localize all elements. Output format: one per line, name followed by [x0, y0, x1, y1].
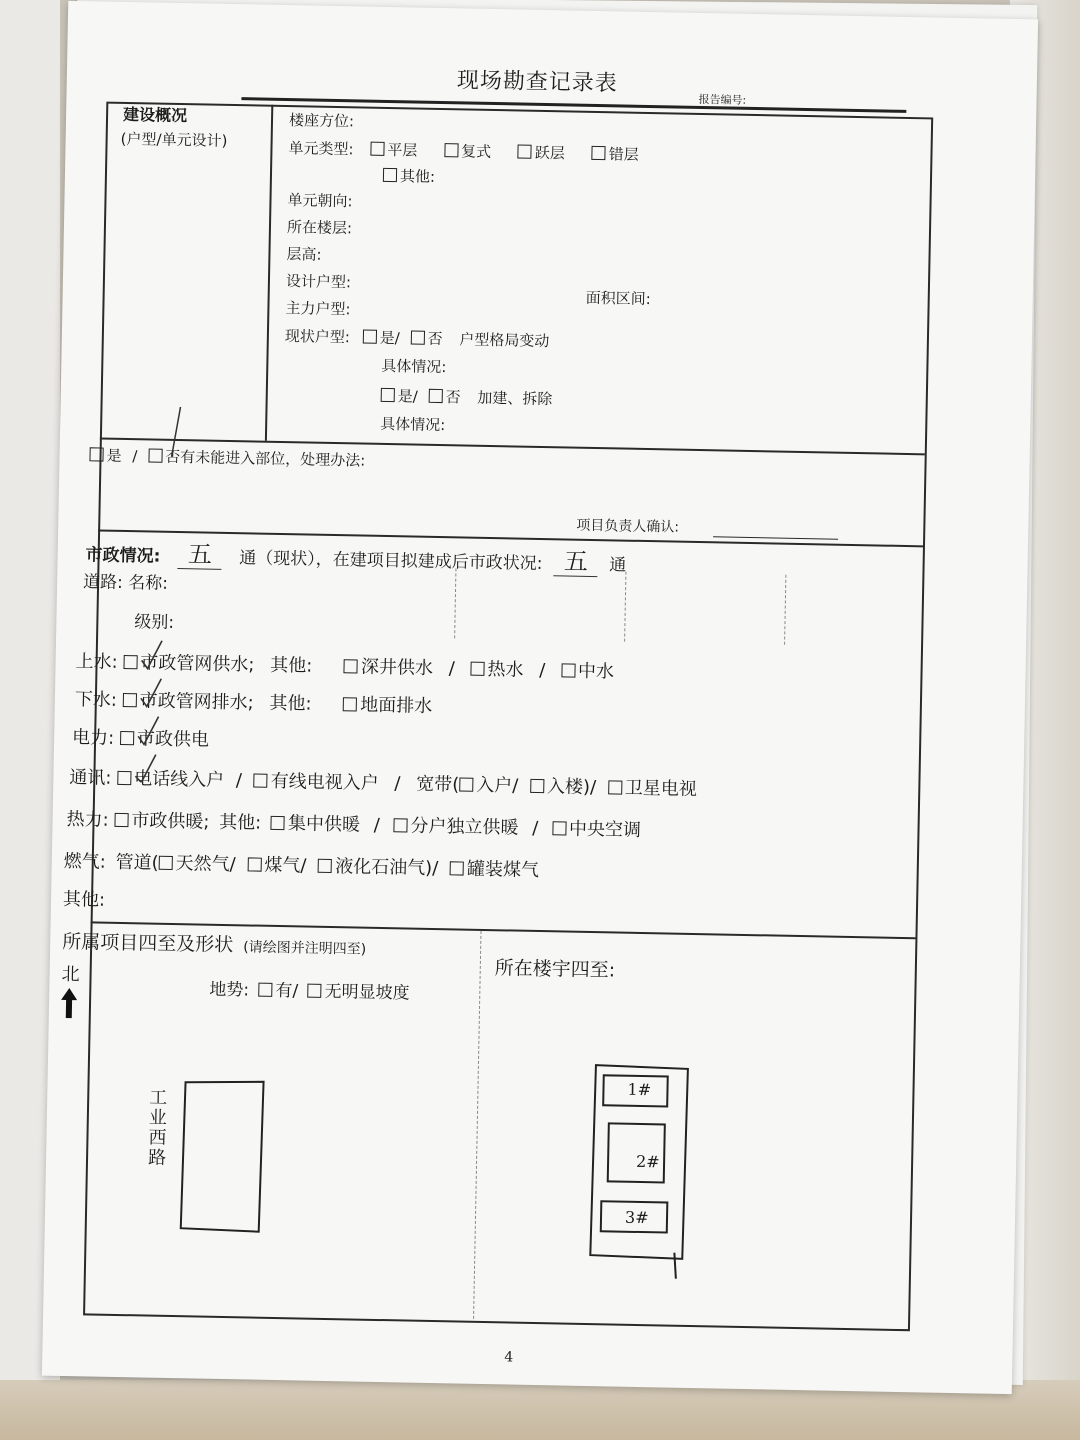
north-label: 北 — [61, 963, 80, 986]
natural-gas-text: 天然气/ — [175, 853, 236, 876]
building-heading: 建设概况 — [122, 104, 188, 126]
municipal-check-marks — [133, 632, 196, 783]
checkbox-duplex[interactable] — [444, 143, 458, 157]
checkbox-broadband-home[interactable] — [459, 777, 473, 791]
extension-yes-text: 是/ — [397, 387, 418, 406]
option-loft: 跃层 — [534, 143, 566, 163]
project-plot-sketch — [175, 1078, 278, 1240]
checkbox-terrain-yes[interactable] — [258, 983, 272, 997]
gas-pipe-text: 管道( — [115, 851, 159, 874]
access-no-text: 否有未能进入部位，处理办法: — [165, 447, 366, 470]
details-label-1: 具体情况: — [381, 356, 447, 377]
extension-no-text: 否 — [445, 388, 461, 407]
checkbox-individual-heating[interactable] — [393, 818, 407, 832]
layout-change-text: 户型格局变动 — [459, 330, 550, 351]
option-duplex: 复式 — [460, 142, 492, 161]
telecom-label: 通讯: — [69, 766, 112, 789]
floor-label: 所在楼层: — [286, 218, 353, 238]
checkbox-cable-tv[interactable] — [254, 774, 268, 788]
access-check-mark — [161, 403, 192, 464]
checkbox-broadband-building[interactable] — [530, 779, 544, 793]
main-type-label: 主力户型: — [285, 299, 351, 319]
checkbox-unit-other[interactable] — [383, 168, 397, 182]
layout-yes-text: 是/ — [379, 328, 400, 348]
checkbox-central-ac[interactable] — [552, 821, 566, 835]
checkbox-access-yes[interactable] — [89, 447, 103, 461]
terrain-row — [209, 979, 410, 1004]
details-label-2: 具体情况: — [380, 414, 446, 435]
heating-other-label: 其他: — [218, 811, 262, 834]
location-label: 楼座方位: — [288, 111, 355, 131]
surface-drainage-text: 地面排水 — [360, 694, 433, 717]
heating-label: 热力: — [66, 808, 109, 831]
checkbox-deep-well[interactable] — [344, 659, 358, 673]
cable-tv-text: 有线电视入户 — [270, 770, 379, 794]
power-label: 电力: — [71, 727, 115, 749]
telecom-row: 通讯: 电话线入户 / 有线电视入户 / 宽带( 入户/ 入楼)/ 卫星电视 — [69, 766, 698, 801]
north-arrow-icon — [59, 986, 80, 1020]
checkbox-extension-yes[interactable] — [381, 388, 395, 402]
coal-gas-text: 煤气/ — [264, 854, 307, 877]
confirm-label: 项目负责人确认: — [576, 517, 680, 536]
municipal-planned-unit: 通 — [609, 555, 627, 576]
checkbox-split-level[interactable] — [592, 146, 606, 160]
municipal-current-value: 五 — [178, 540, 223, 570]
project-boundary-heading: 所属项目四至及形状 — [62, 930, 234, 957]
orientation-label: 单元朝向: — [287, 191, 353, 211]
checkbox-lpg[interactable] — [318, 859, 332, 873]
access-row: 是 / 否有未能进入部位，处理办法: — [89, 447, 365, 468]
satellite-tv-text: 卫星电视 — [624, 777, 698, 801]
individual-heating-text: 分户独立供暖 — [410, 815, 519, 839]
drainage-main: 市政管网排水; — [139, 690, 254, 714]
road-label: 道路: 名称: — [82, 572, 169, 594]
terrain-yes-text: 有/ — [275, 980, 299, 1002]
building-2-label: 2# — [635, 1151, 660, 1172]
extension-text: 加建、拆除 — [477, 388, 553, 409]
unit-type-other — [383, 168, 435, 185]
lpg-text: 液化石油气)/ — [334, 856, 439, 880]
gas-label: 燃气: — [63, 850, 107, 873]
water-supply-row: 上水: 市政管网供水; 其他: 深井供水 / 热水 / 中水 — [75, 651, 615, 683]
municipal-planned-value: 五 — [554, 547, 599, 577]
checkbox-loft[interactable] — [518, 144, 532, 158]
option-flat: 平层 — [387, 140, 418, 160]
building-1-label: 1# — [627, 1079, 652, 1100]
road-level-label: 级别: — [134, 612, 175, 633]
checkbox-coal-gas[interactable] — [247, 857, 261, 871]
phone-line-text: 电话线入户 — [133, 768, 225, 791]
building-subheading: (户型/单元设计) — [120, 129, 228, 150]
form-title: 现场勘查记录表 — [456, 68, 619, 97]
central-heating-text: 集中供暖 — [287, 813, 361, 836]
terrain-label: 地势: — [209, 979, 250, 1001]
option-unit-other: 其他: — [399, 167, 436, 186]
hot-water-text: 热水 — [487, 658, 524, 681]
area-range-label: 面积区间: — [585, 288, 651, 309]
checkbox-power-main[interactable] — [120, 731, 134, 745]
checkbox-bottled-gas[interactable] — [450, 861, 464, 875]
report-number-label: 报告编号: — [698, 92, 747, 107]
municipal-heading: 市政情况: — [85, 545, 161, 567]
extension-row — [381, 388, 553, 407]
water-supply-other-label: 其他: — [269, 654, 313, 677]
current-type-label: 现状户型: — [284, 327, 351, 347]
deep-well-text: 深井供水 — [360, 656, 434, 679]
checkbox-satellite-tv[interactable] — [608, 780, 622, 794]
access-yes-text: 是 — [106, 446, 122, 465]
road-sketch-label: 工业西路 — [144, 1087, 168, 1168]
heating-main: 市政供暖; — [131, 810, 210, 833]
broadband-text: 宽带( — [416, 773, 460, 796]
checkbox-extension-no[interactable] — [428, 389, 442, 403]
broadband-building-text: 入楼)/ — [546, 776, 597, 799]
unit-type-label: 单元类型: — [288, 139, 354, 159]
checkbox-flat[interactable] — [370, 142, 384, 156]
checkbox-terrain-no[interactable] — [307, 984, 321, 998]
building-3-label: 3# — [624, 1207, 649, 1228]
checkbox-natural-gas[interactable] — [158, 856, 172, 870]
heating-row: 热力: 市政供暖; 其他: 集中供暖 / 分户独立供暖 / 中央空调 — [66, 808, 642, 841]
checkbox-layout-no[interactable] — [410, 330, 424, 344]
water-supply-label: 上水: — [75, 651, 118, 673]
height-label: 层高: — [286, 245, 322, 264]
terrain-no-text: 无明显坡度 — [324, 981, 410, 1004]
power-main: 市政供电 — [136, 728, 210, 751]
broadband-home-text: 入户/ — [476, 774, 519, 797]
reclaimed-water-text: 中水 — [577, 660, 615, 683]
checkbox-access-no[interactable] — [148, 448, 162, 462]
water-supply-main: 市政管网供水; — [140, 652, 255, 676]
checkbox-central-heating[interactable] — [271, 816, 285, 830]
bottled-gas-text: 罐装煤气 — [466, 858, 540, 882]
central-ac-text: 中央空调 — [568, 818, 642, 841]
checkbox-hot-water[interactable] — [470, 662, 484, 676]
checkbox-surface-drainage[interactable] — [343, 697, 357, 711]
checkbox-reclaimed-water[interactable] — [561, 663, 575, 677]
page-number: 4 — [504, 1349, 514, 1366]
checkbox-layout-yes[interactable] — [363, 330, 377, 344]
design-type-label: 设计户型: — [285, 272, 352, 292]
layout-no-text: 否 — [427, 329, 443, 349]
municipal-current-text: 通（现状），在建项目拟建成后市政状况: — [239, 548, 543, 575]
option-split-level: 错层 — [608, 145, 639, 164]
building-boundary-heading: 所在楼宇四至: — [494, 957, 616, 982]
checkbox-heating-main[interactable] — [114, 813, 128, 827]
drainage-label: 下水: — [74, 689, 118, 711]
checkbox-phone-line[interactable] — [117, 771, 131, 785]
misc-label: 其他: — [62, 888, 106, 911]
project-boundary-note: (请绘图并注明四至) — [243, 939, 367, 958]
form-sheet — [42, 1, 1038, 1394]
drainage-other-label: 其他: — [269, 692, 312, 715]
